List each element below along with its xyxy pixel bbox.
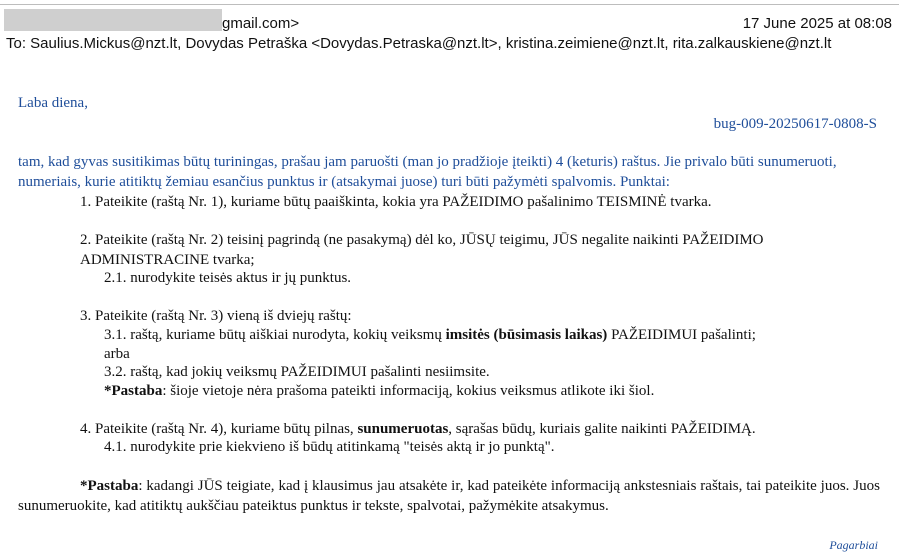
item-3-note-label: *Pastaba	[104, 383, 163, 399]
item-3-1-text: 3.1. raštą, kuriame būtų aiškiai nurodyta, kokių veiksmų	[104, 327, 446, 343]
final-note-label: *Pastaba	[80, 478, 139, 494]
item-1: 1. Pateikite (raštą Nr. 1), kuriame būtų paaiškinta, kokia yra PAŽEIDIMO pašalinimo TEISMINĖ tvarka.	[80, 194, 712, 210]
email-date: 17 June 2025 at 08:08	[742, 15, 892, 32]
item-3-note	[104, 381, 654, 401]
item-4	[80, 419, 880, 439]
item-3-2: 3.2. raštą, kad jokių veiksmų PAŽEIDIMUI pašalinti nesiimsite.	[104, 364, 490, 380]
closing-signature: Pagarbiai	[829, 538, 878, 552]
sender-address: gmail.com>	[222, 15, 300, 32]
final-note-text: : kadangi JŪS teigiate, kad į klausimus jau atsakėte ir, kad pateikėte informaciją ankstesniais raštais, tai pateikite juos. Juos sunumeruokite, kad atitiktų aukščiau pateiktus punktus ir tekste, spalvotai, pažymėkite atsakymus.	[18, 478, 880, 514]
item-4-1: 4.1. nurodykite prie kiekvieno iš būdų atitinkamą "teisės aktą ir jo punktą".	[104, 439, 555, 455]
item-2-1: 2.1. nurodykite teisės aktus ir jų punktus.	[104, 270, 352, 286]
item-3: 3. Pateikite (raštą Nr. 3) vieną iš dviejų raštų:	[80, 308, 352, 324]
header-divider	[0, 4, 899, 5]
final-note	[18, 476, 880, 516]
intro-paragraph: tam, kad gyvas susitikimas būtų turiningas, prašau jam paruošti (man jo pradžioje įteikti) 4 (keturis) raštus. Jie privalo būti sunumeruoti, numeriais, kurie atitiktų žemiau esančius punktus ir (atsakymai juose) turi būti pažymėti spalvomis. Punktai:	[18, 154, 837, 190]
item-3-1-text-end: PAŽEIDIMUI pašalinti;	[607, 327, 756, 343]
recipients: To: Saulius.Mickus@nzt.lt, Dovydas Petraška <Dovydas.Petraska@nzt.lt>, kristina.zeimiene@nzt.lt, rita.zalkauskiene@nzt.lt	[6, 35, 832, 52]
reference-code: bug-009-20250617-0808-S	[713, 116, 877, 132]
item-4-text: 4. Pateikite (raštą Nr. 4), kuriame būtų pilnas,	[80, 421, 358, 437]
item-3-1	[104, 325, 756, 345]
item-4-text-end: , sąrašas būdų, kuriais galite naikinti PAŽEIDIMĄ.	[448, 421, 756, 437]
item-3-or: arba	[104, 346, 130, 362]
item-3-note-text: : šioje vietoje nėra prašoma pateikti informaciją, kokius veiksmus atlikote iki šiol.	[162, 383, 655, 399]
greeting: Laba diena,	[18, 95, 88, 111]
item-3-1-bold: imsitės (būsimasis laikas)	[445, 327, 608, 343]
item-4-bold: sunumeruotas	[357, 421, 449, 437]
item-2: 2. Pateikite (raštą Nr. 2) teisinį pagrindą (ne pasakymą) dėl ko, JŪSŲ teigimu, JŪS negalite naikinti PAŽEIDIMO ADMINISTRACINE tvarka;	[80, 232, 764, 268]
redacted-sender-name	[4, 9, 222, 31]
